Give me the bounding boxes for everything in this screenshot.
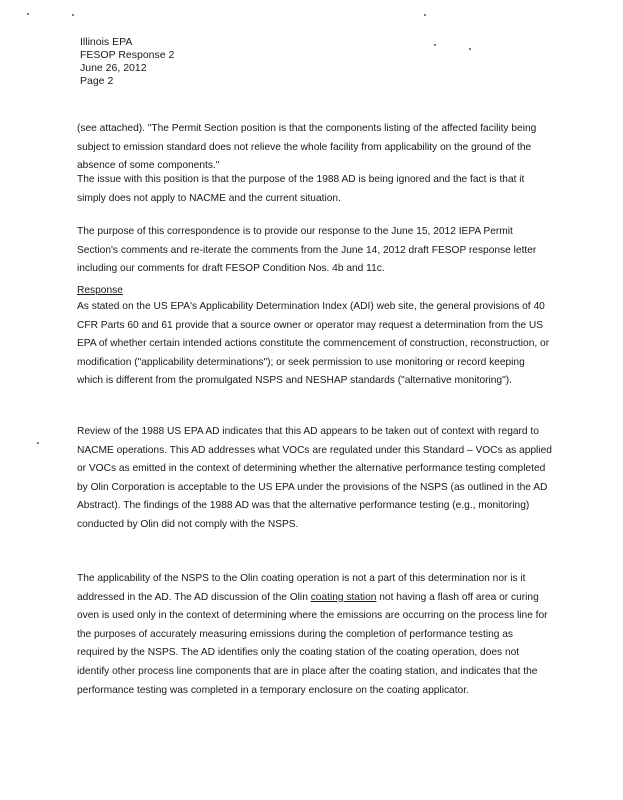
header-agency: Illinois EPA — [80, 36, 133, 48]
scan-speck — [37, 442, 39, 444]
header-subject: FESOP Response 2 — [80, 49, 175, 61]
paragraph-applicability — [77, 570, 552, 700]
scan-speck — [72, 14, 74, 16]
paragraph-purpose: The purpose of this correspondence is to provide our response to the June 15, 2012 IEPA Permit Section's comments and re-iterate the comments from the June 14, 2012 draft FESOP response letter including our comments for draft FESOP Condition Nos. 4b and 11c. — [77, 226, 537, 275]
scan-speck — [424, 14, 426, 16]
letter-header — [80, 36, 174, 88]
response-heading: Response — [77, 285, 123, 296]
paragraph-adi: As stated on the US EPA's Applicability Determination Index (ADI) web site, the general provisions of 40 CFR Parts 60 and 61 provide that a source owner or operator may request a determination from the US EPA of whether certain intended actions constitute the commencement of construction, reconstruction, or modification ("applicability determinations"); or seek permission to use monitoring or record keeping which is different from the promulgated NSPS and NESHAP standards ("alternative monitoring"). — [77, 301, 550, 387]
applicability-underlined: coating station — [310, 591, 377, 603]
paragraph-issue: The issue with this position is that the purpose of the 1988 AD is being ignored and the fact is that it simply does not apply to NACME and the current situation. — [77, 174, 525, 204]
scan-speck — [27, 13, 29, 15]
header-date: June 26, 2012 — [80, 62, 147, 74]
applicability-text-1: The applicability of the NSPS to the Olin coating operation is not a part of this determination nor is it addressed in the AD. The AD discussion of the Olin — [77, 573, 526, 603]
scan-speck — [434, 44, 436, 46]
scan-speck — [469, 48, 471, 50]
applicability-text-2: not having a flash off area or curing oven is used only in the context of determining where the emissions are occurring on the process line for the purposes of accurately measuring emissions during the completion of performance testing as required by the NSPS. The AD identifies only the coating station of the coating operation, does not identify other process line components that are in place after the coating station, and indicates that the performance testing was completed in a temporary enclosure on the coating applicator. — [77, 591, 548, 696]
header-page-number: Page 2 — [80, 75, 114, 87]
paragraph-quote: (see attached). "The Permit Section position is that the components listing of the affected facility being subject to emission standard does not relieve the whole facility from applicability on the ground of the absence of some components." — [77, 123, 537, 172]
paragraph-review: Review of the 1988 US EPA AD indicates that this AD appears to be taken out of context with regard to NACME operations. This AD addresses what VOCs are regulated under this Standard – VOCs as applied or VOCs as emitted in the context of determining whether the alternative performance testing completed by Olin Corporation is acceptable to the US EPA under the provisions of the NSPS (as outlined in the AD Abstract). The findings of the 1988 AD was that the alternative performance testing (e.g., monitoring) conducted by Olin did not comply with the NSPS. — [77, 426, 552, 530]
